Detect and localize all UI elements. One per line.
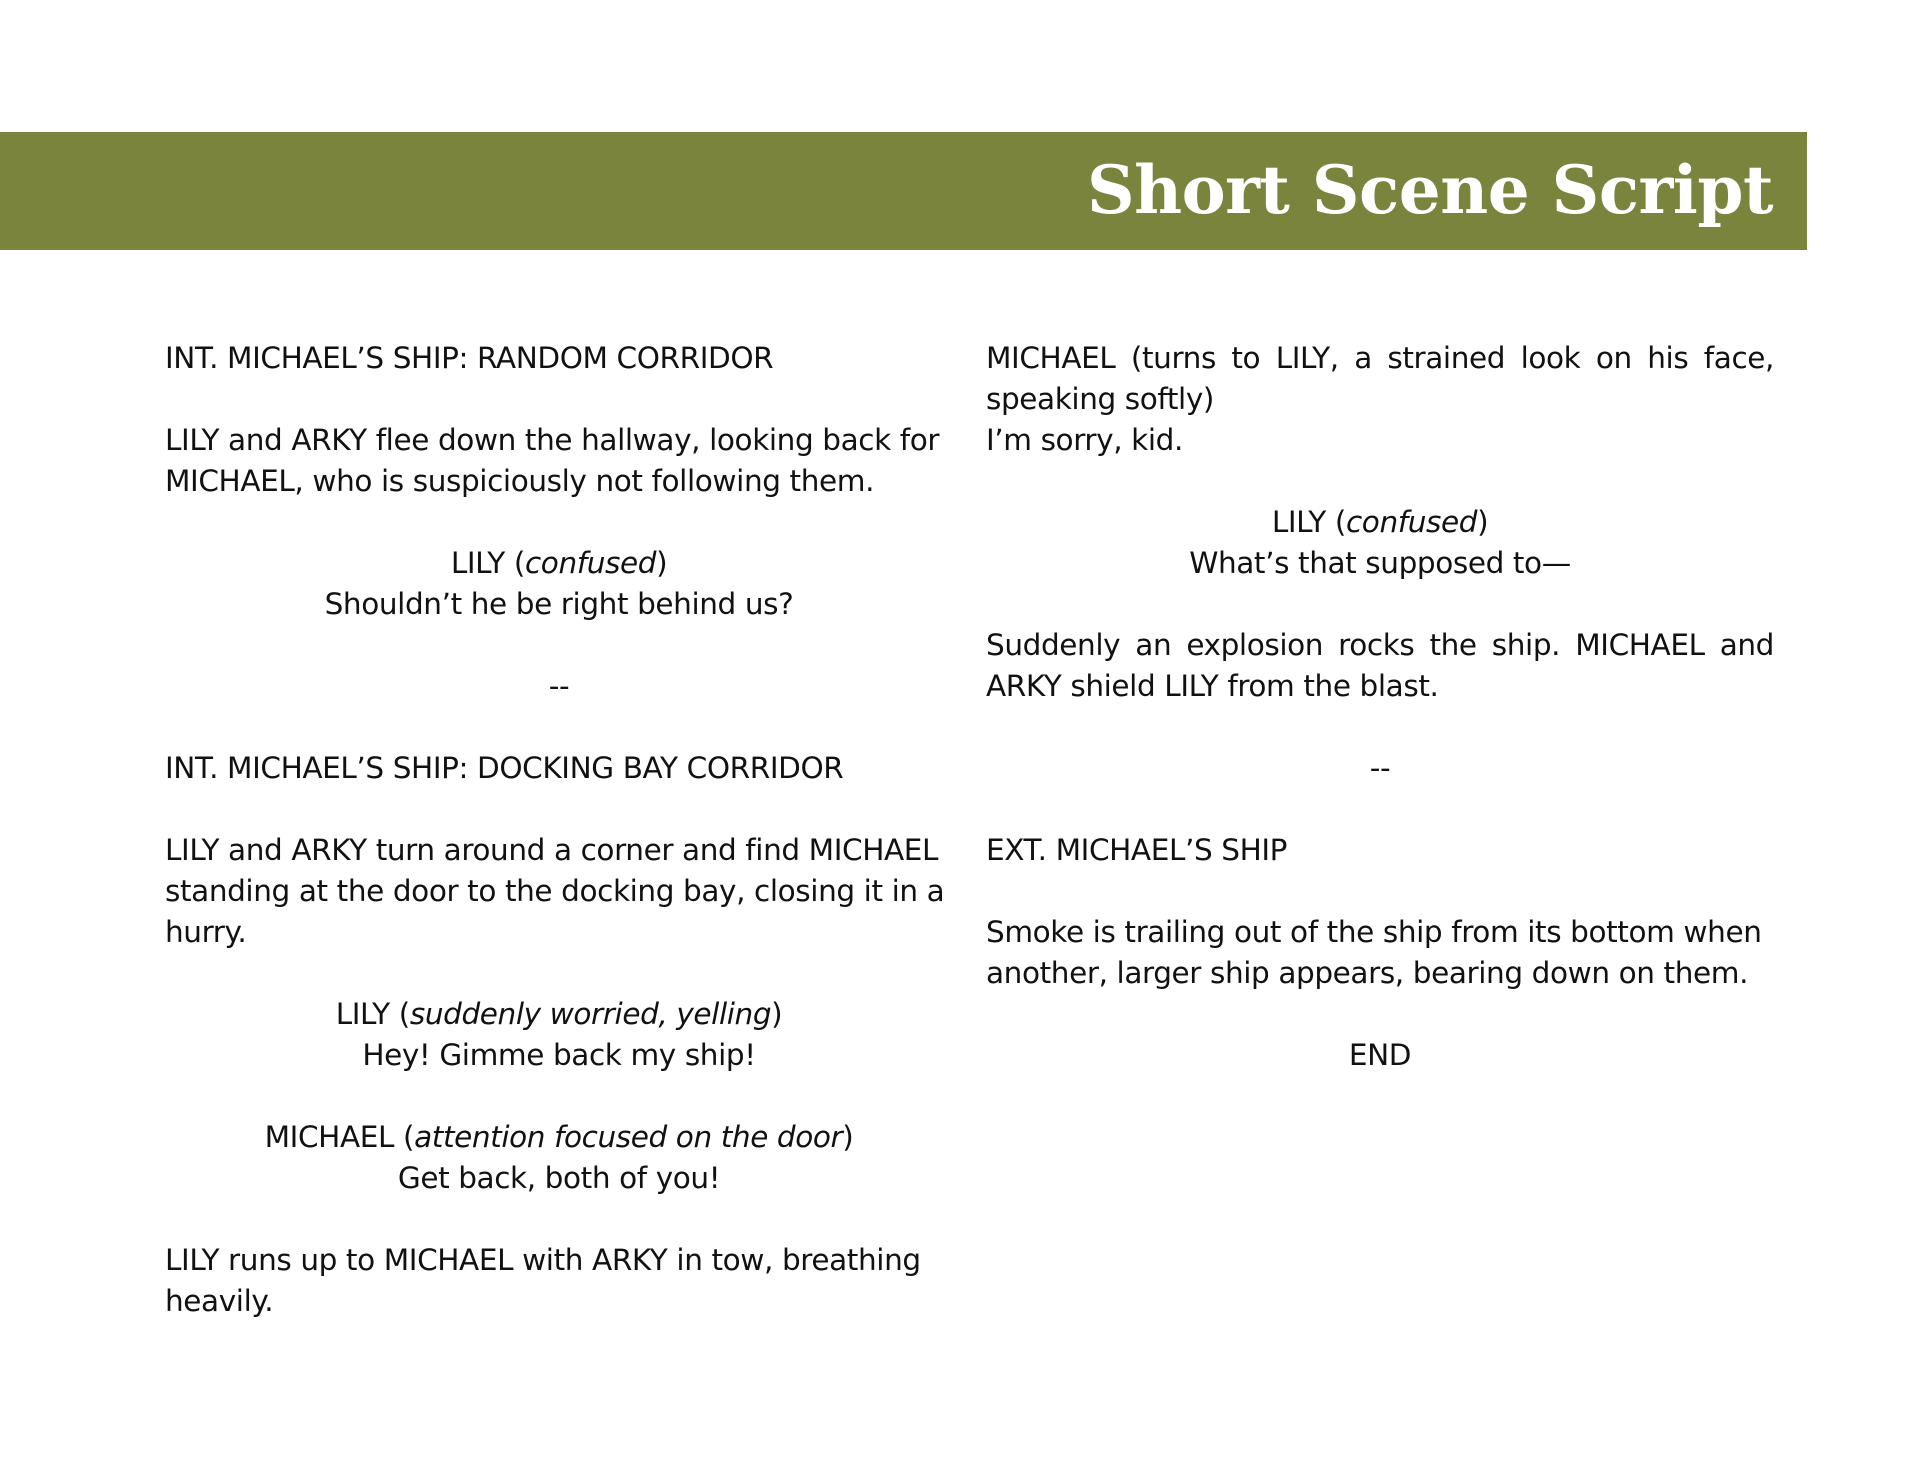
page-title: Short Scene Script [1086, 151, 1773, 229]
action-text: Suddenly an explosion rocks the ship. MICHAEL and ARKY shield LILY from the blast. [986, 628, 1774, 703]
dialogue-character-line: LILY (confused) [450, 546, 668, 580]
scene-separator: -- [1369, 751, 1391, 785]
spacer [986, 789, 1774, 830]
dialogue-character-line: MICHAEL (attention focused on the door) [264, 1120, 854, 1154]
scene-heading: INT. MICHAEL’S SHIP: DOCKING BAY CORRIDOR [165, 751, 844, 785]
dialogue-line: Get back, both of you! [397, 1161, 721, 1195]
spacer [986, 994, 1774, 1035]
parenthetical: attention focused on the door [414, 1120, 843, 1154]
script-column-right [986, 338, 1774, 1076]
parenthetical: suddenly worried, yelling [409, 997, 772, 1031]
scene-heading: EXT. MICHAEL’S SHIP [986, 833, 1288, 867]
action-text: LILY and ARKY flee down the hallway, looking back for MICHAEL, who is suspiciously not following them. [165, 423, 940, 498]
character-name: LILY [335, 997, 390, 1031]
scene-separator: -- [548, 669, 570, 703]
spacer [165, 1199, 953, 1240]
dialogue-line: Hey! Gimme back my ship! [362, 1038, 756, 1072]
scene-heading: INT. MICHAEL’S SHIP: RANDOM CORRIDOR [165, 341, 774, 375]
parenthetical: confused [1345, 505, 1478, 539]
character-name: LILY [1271, 505, 1326, 539]
dialogue-character-line: LILY (confused) [1271, 505, 1489, 539]
spacer [986, 584, 1774, 625]
spacer [986, 461, 1774, 502]
dialogue-line: What’s that supposed to— [1189, 546, 1571, 580]
action-text: LILY runs up to MICHAEL with ARKY in tow, breathing heavily. [165, 1243, 921, 1318]
title-bar [0, 132, 1807, 250]
character-name: LILY [450, 546, 505, 580]
spacer [165, 789, 953, 830]
spacer [986, 707, 1774, 748]
action-text: Smoke is trailing out of the ship from its bottom when another, larger ship appears, bearing down on them. [986, 915, 1762, 990]
dialogue-line: Shouldn’t he be right behind us? [324, 587, 794, 621]
script-column-left [165, 338, 953, 1322]
spacer [165, 379, 953, 420]
action-text: LILY and ARKY turn around a corner and find MICHAEL standing at the door to the docking bay, closing it in a hurry. [165, 833, 945, 949]
spacer [165, 625, 953, 666]
dialogue-line: I’m sorry, kid. [986, 423, 1183, 457]
spacer [986, 871, 1774, 912]
dialogue-lead: MICHAEL (turns to LILY, a strained look on his face, speaking softly) [986, 341, 1774, 416]
spacer [165, 707, 953, 748]
parenthetical: confused [524, 546, 657, 580]
dialogue-character-line: LILY (suddenly worried, yelling) [335, 997, 783, 1031]
spacer [165, 1076, 953, 1117]
spacer [165, 953, 953, 994]
end-marker: END [1348, 1038, 1412, 1072]
spacer [165, 502, 953, 543]
character-name: MICHAEL [264, 1120, 394, 1154]
